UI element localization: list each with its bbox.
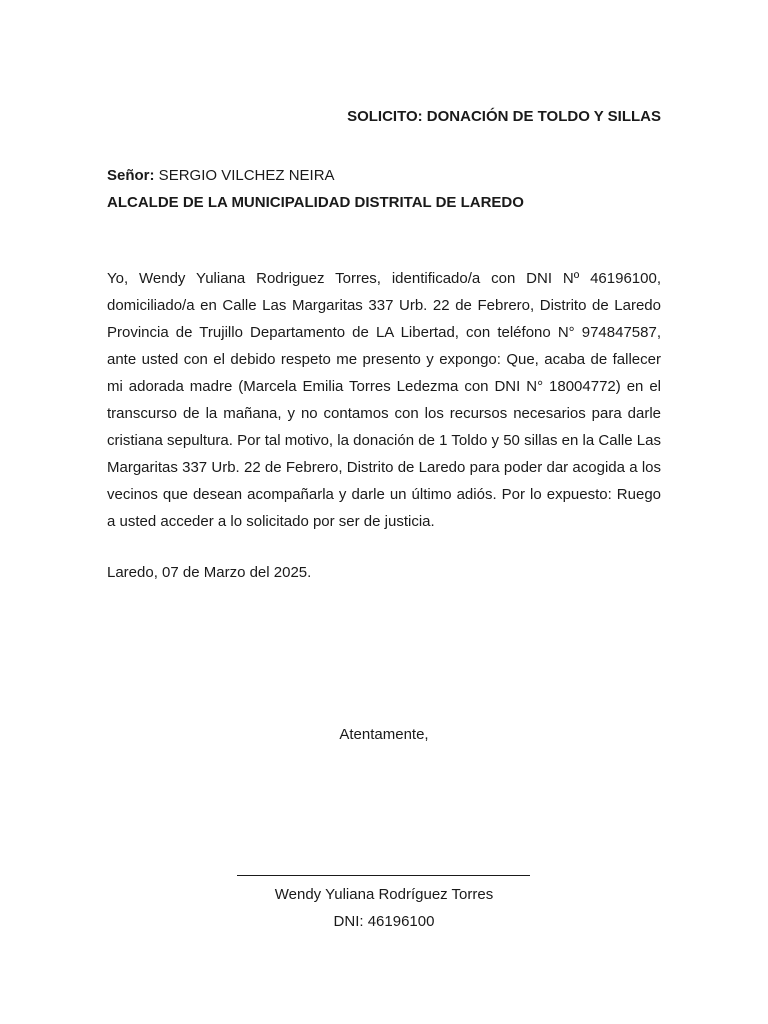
closing-text: Atentamente, [339,726,429,743]
body-paragraph: Yo, Wendy Yuliana Rodriguez Torres, identificado/a con DNI Nº 46196100, domiciliado/a en Calle Las Margaritas 337 Urb. 22 de Febrero, Distrito de Laredo Provincia de Trujillo Departamento de LA Libertad, con teléfono N° 974847587, ante usted con el debido respeto me presento y expongo: Que, acaba de fallecer mi adorada madre (Marcela Emilia Torres Ledezma con DNI N° 18004772) en el transcurso de la mañana, y no contamos con los recursos necesarios para darle cristiana sepultura. Por tal motivo, la donación de 1 Toldo y 50 sillas en la Calle Las Margaritas 337 Urb. 22 de Febrero, Distrito de Laredo para poder dar acogida a los vecinos que desean acompañarla y darle un último adiós. Por lo expuesto: Ruego a usted acceder a lo solicitado por ser de justicia. [107,270,661,530]
addressee-name-line [107,162,524,189]
date-line: Laredo, 07 de Marzo del 2025. [107,564,312,581]
addressee-name: SERGIO VILCHEZ NEIRA [154,167,335,184]
signer-name: Wendy Yuliana Rodríguez Torres [274,886,494,903]
addressee-block [107,162,524,216]
subject-line: SOLICITO: DONACIÓN DE TOLDO Y SILLAS [347,108,661,125]
addressee-office: ALCALDE DE LA MUNICIPALIDAD DISTRITAL DE LAREDO [107,194,524,211]
salutation-label: Señor: [107,167,155,184]
signature-line [237,875,530,876]
signer-id: DNI: 46196100 [333,913,435,930]
